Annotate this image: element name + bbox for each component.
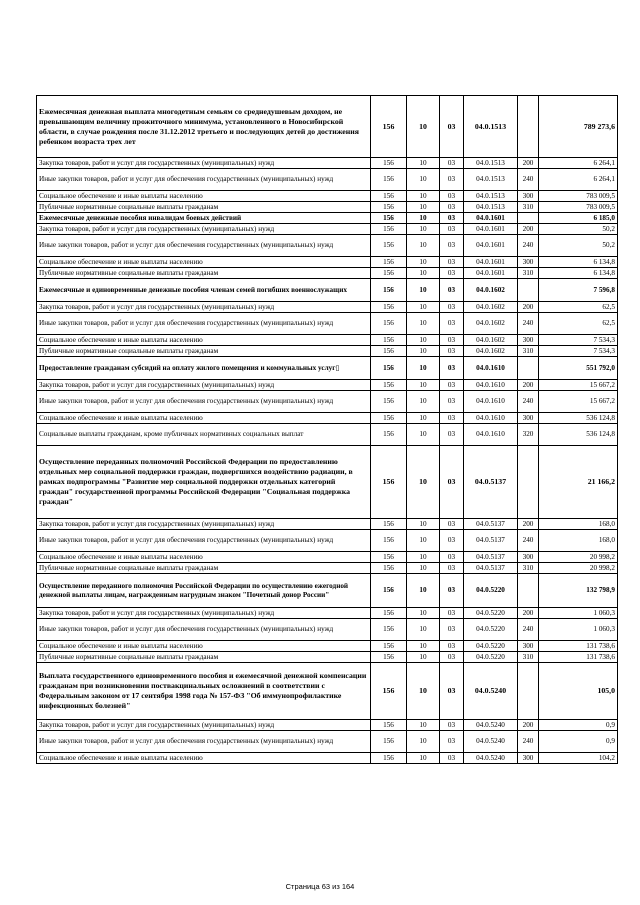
cell-csr: 04.0.1602 <box>464 279 518 302</box>
row-name: Иные закупки товаров, работ и услуг для обеспечения государственных (муниципальных) нужд <box>37 235 371 257</box>
row-name: Осуществление переданного полномочия Российской Федерации по осуществлению ежегодной денежной выплаты лицам, награжденным нагрудным знаком "Почетный донор России" <box>37 574 371 608</box>
row-name: Публичные нормативные социальные выплаты гражданам <box>37 202 371 213</box>
row-name: Ежемесячные денежные пособия инвалидам боевых действий <box>37 213 371 224</box>
cell-subsection: 03 <box>440 279 464 302</box>
cell-amount: 0,9 <box>539 731 618 753</box>
cell-csr: 04.0.1601 <box>464 224 518 235</box>
cell-csr: 04.0.5240 <box>464 753 518 764</box>
cell-vr: 310 <box>518 268 539 279</box>
cell-section: 10 <box>407 213 440 224</box>
cell-grbs: 156 <box>371 169 407 191</box>
cell-subsection: 03 <box>440 608 464 619</box>
cell-amount: 132 798,9 <box>539 574 618 608</box>
cell-subsection: 03 <box>440 235 464 257</box>
cell-section: 10 <box>407 257 440 268</box>
cell-subsection: 03 <box>440 335 464 346</box>
cell-subsection: 03 <box>440 753 464 764</box>
table-row <box>37 313 618 335</box>
table-row <box>37 530 618 552</box>
cell-amount: 62,5 <box>539 313 618 335</box>
cell-vr <box>518 663 539 720</box>
cell-vr: 200 <box>518 158 539 169</box>
cell-amount: 50,2 <box>539 235 618 257</box>
table-body <box>37 96 618 764</box>
cell-vr: 300 <box>518 641 539 652</box>
cell-csr: 04.0.1602 <box>464 335 518 346</box>
cell-subsection: 03 <box>440 519 464 530</box>
row-name: Закупка товаров, работ и услуг для государственных (муниципальных) нужд <box>37 380 371 391</box>
cell-amount: 21 166,2 <box>539 446 618 519</box>
cell-amount: 20 998,2 <box>539 563 618 574</box>
cell-subsection: 03 <box>440 257 464 268</box>
table-row <box>37 552 618 563</box>
cell-csr: 04.0.5240 <box>464 731 518 753</box>
row-name: Закупка товаров, работ и услуг для государственных (муниципальных) нужд <box>37 158 371 169</box>
cell-vr: 310 <box>518 652 539 663</box>
cell-section: 10 <box>407 413 440 424</box>
cell-csr: 04.0.1602 <box>464 302 518 313</box>
cell-vr <box>518 213 539 224</box>
cell-section: 10 <box>407 96 440 158</box>
cell-subsection: 03 <box>440 424 464 446</box>
cell-grbs: 156 <box>371 530 407 552</box>
cell-csr: 04.0.5137 <box>464 446 518 519</box>
cell-csr: 04.0.1513 <box>464 158 518 169</box>
cell-vr: 240 <box>518 235 539 257</box>
cell-csr: 04.0.5220 <box>464 608 518 619</box>
cell-csr: 04.0.1513 <box>464 191 518 202</box>
cell-section: 10 <box>407 552 440 563</box>
cell-vr <box>518 446 539 519</box>
cell-section: 10 <box>407 357 440 380</box>
table-row <box>37 731 618 753</box>
cell-vr: 300 <box>518 753 539 764</box>
table-row <box>37 335 618 346</box>
table-row <box>37 224 618 235</box>
cell-subsection: 03 <box>440 268 464 279</box>
cell-subsection: 03 <box>440 720 464 731</box>
row-name: Иные закупки товаров, работ и услуг для обеспечения государственных (муниципальных) нужд <box>37 619 371 641</box>
cell-amount: 168,0 <box>539 530 618 552</box>
cell-csr: 04.0.1602 <box>464 313 518 335</box>
cell-subsection: 03 <box>440 446 464 519</box>
row-name: Иные закупки товаров, работ и услуг для обеспечения государственных (муниципальных) нужд <box>37 731 371 753</box>
cell-amount: 15 667,2 <box>539 380 618 391</box>
cell-amount: 0,9 <box>539 720 618 731</box>
cell-csr: 04.0.1610 <box>464 380 518 391</box>
table-row <box>37 652 618 663</box>
cell-grbs: 156 <box>371 158 407 169</box>
cell-grbs: 156 <box>371 235 407 257</box>
cell-amount: 6 134,8 <box>539 257 618 268</box>
cell-vr: 300 <box>518 257 539 268</box>
row-name: Иные закупки товаров, работ и услуг для обеспечения государственных (муниципальных) нужд <box>37 391 371 413</box>
cell-amount: 7 534,3 <box>539 346 618 357</box>
cell-subsection: 03 <box>440 96 464 158</box>
table-row <box>37 446 618 519</box>
cell-amount: 6 185,0 <box>539 213 618 224</box>
cell-csr: 04.0.1602 <box>464 346 518 357</box>
cell-grbs: 156 <box>371 424 407 446</box>
cell-section: 10 <box>407 302 440 313</box>
cell-grbs: 156 <box>371 446 407 519</box>
row-name: Социальное обеспечение и иные выплаты населению <box>37 552 371 563</box>
row-name: Иные закупки товаров, работ и услуг для обеспечения государственных (муниципальных) нужд <box>37 313 371 335</box>
table-row <box>37 169 618 191</box>
cell-section: 10 <box>407 720 440 731</box>
table-row <box>37 96 618 158</box>
cell-csr: 04.0.1601 <box>464 268 518 279</box>
cell-vr: 200 <box>518 519 539 530</box>
cell-csr: 04.0.5220 <box>464 619 518 641</box>
cell-csr: 04.0.1610 <box>464 391 518 413</box>
cell-section: 10 <box>407 446 440 519</box>
budget-table <box>36 95 618 764</box>
cell-grbs: 156 <box>371 224 407 235</box>
row-name: Социальное обеспечение и иные выплаты населению <box>37 641 371 652</box>
cell-csr: 04.0.1601 <box>464 235 518 257</box>
cell-csr: 04.0.5220 <box>464 574 518 608</box>
table-row <box>37 619 618 641</box>
cell-grbs: 156 <box>371 268 407 279</box>
table-row <box>37 519 618 530</box>
row-name: Иные закупки товаров, работ и услуг для обеспечения государственных (муниципальных) нужд <box>37 169 371 191</box>
table-row <box>37 413 618 424</box>
cell-amount: 1 060,3 <box>539 608 618 619</box>
cell-section: 10 <box>407 641 440 652</box>
row-name: Осуществление переданных полномочий Российской Федерации по предоставлению отдельных мер социальной поддержки граждан, подвергшихся воздействию радиации, в рамках подпрограммы "Развитие мер социальной поддержки отдельных категорий граждан" государственной программы Российской Федерации "Социальная поддержка граждан" <box>37 446 371 519</box>
cell-grbs: 156 <box>371 413 407 424</box>
row-name: Публичные нормативные социальные выплаты гражданам <box>37 346 371 357</box>
table-row <box>37 279 618 302</box>
cell-grbs: 156 <box>371 753 407 764</box>
cell-grbs: 156 <box>371 519 407 530</box>
cell-grbs: 156 <box>371 191 407 202</box>
row-name: Ежемесячная денежная выплата многодетным семьям со среднедушевым доходом, не превышающим величину прожиточного минимума, установленного в Новосибирской области, в случае рождения после 31.12.2012 третьего и последующих детей до достижения ребенком возраста трех лет <box>37 96 371 158</box>
cell-section: 10 <box>407 424 440 446</box>
cell-section: 10 <box>407 380 440 391</box>
cell-grbs: 156 <box>371 663 407 720</box>
cell-csr: 04.0.1610 <box>464 413 518 424</box>
cell-vr: 200 <box>518 380 539 391</box>
table-row <box>37 357 618 380</box>
cell-amount: 783 009,5 <box>539 202 618 213</box>
cell-amount: 104,2 <box>539 753 618 764</box>
cell-amount: 783 009,5 <box>539 191 618 202</box>
cell-section: 10 <box>407 619 440 641</box>
cell-subsection: 03 <box>440 357 464 380</box>
cell-amount: 15 667,2 <box>539 391 618 413</box>
cell-vr: 200 <box>518 720 539 731</box>
cell-csr: 04.0.1610 <box>464 357 518 380</box>
cell-grbs: 156 <box>371 608 407 619</box>
cell-section: 10 <box>407 224 440 235</box>
cell-amount: 7 596,8 <box>539 279 618 302</box>
cell-vr <box>518 574 539 608</box>
cell-grbs: 156 <box>371 380 407 391</box>
cell-section: 10 <box>407 663 440 720</box>
cell-vr: 200 <box>518 608 539 619</box>
cell-amount: 536 124,8 <box>539 424 618 446</box>
cell-amount: 131 738,6 <box>539 641 618 652</box>
cell-subsection: 03 <box>440 158 464 169</box>
cell-vr: 310 <box>518 563 539 574</box>
table-row <box>37 641 618 652</box>
cell-csr: 04.0.1610 <box>464 424 518 446</box>
cell-grbs: 156 <box>371 574 407 608</box>
cell-grbs: 156 <box>371 563 407 574</box>
cell-vr: 300 <box>518 191 539 202</box>
cell-amount: 131 738,6 <box>539 652 618 663</box>
cell-section: 10 <box>407 202 440 213</box>
cell-vr: 240 <box>518 169 539 191</box>
cell-vr <box>518 279 539 302</box>
cell-amount: 6 264,1 <box>539 158 618 169</box>
cell-csr: 04.0.1513 <box>464 96 518 158</box>
row-name: Выплата государственного единовременного пособия и ежемесячной денежной компенсации гражданам при возникновении поствакцинальных осложнений в соответствии с Федеральным законом от 17 сентября 1998 года № 157-ФЗ "Об иммунопрофилактике инфекционных болезней" <box>37 663 371 720</box>
cell-csr: 04.0.5240 <box>464 720 518 731</box>
cell-amount: 62,5 <box>539 302 618 313</box>
cell-vr: 300 <box>518 552 539 563</box>
row-name: Закупка товаров, работ и услуг для государственных (муниципальных) нужд <box>37 608 371 619</box>
cell-subsection: 03 <box>440 563 464 574</box>
cell-grbs: 156 <box>371 357 407 380</box>
table-row <box>37 391 618 413</box>
cell-grbs: 156 <box>371 302 407 313</box>
cell-csr: 04.0.5220 <box>464 652 518 663</box>
cell-section: 10 <box>407 608 440 619</box>
cell-grbs: 156 <box>371 335 407 346</box>
cell-section: 10 <box>407 268 440 279</box>
cell-subsection: 03 <box>440 413 464 424</box>
cell-vr: 240 <box>518 313 539 335</box>
cell-section: 10 <box>407 335 440 346</box>
cell-vr: 310 <box>518 202 539 213</box>
cell-vr: 300 <box>518 335 539 346</box>
row-name: Социальные выплаты гражданам, кроме публичных нормативных социальных выплат <box>37 424 371 446</box>
cell-section: 10 <box>407 158 440 169</box>
cell-grbs: 156 <box>371 279 407 302</box>
cell-grbs: 156 <box>371 720 407 731</box>
cell-subsection: 03 <box>440 619 464 641</box>
cell-grbs: 156 <box>371 641 407 652</box>
row-name: Социальное обеспечение и иные выплаты населению <box>37 413 371 424</box>
cell-subsection: 03 <box>440 552 464 563</box>
cell-grbs: 156 <box>371 313 407 335</box>
cell-csr: 04.0.5137 <box>464 530 518 552</box>
cell-subsection: 03 <box>440 731 464 753</box>
cell-amount: 536 124,8 <box>539 413 618 424</box>
cell-grbs: 156 <box>371 96 407 158</box>
cell-amount: 105,0 <box>539 663 618 720</box>
table-row <box>37 663 618 720</box>
cell-csr: 04.0.5220 <box>464 641 518 652</box>
cell-csr: 04.0.5137 <box>464 519 518 530</box>
row-name: Закупка товаров, работ и услуг для государственных (муниципальных) нужд <box>37 519 371 530</box>
table-row <box>37 268 618 279</box>
cell-amount: 7 534,3 <box>539 335 618 346</box>
cell-vr: 310 <box>518 346 539 357</box>
cell-csr: 04.0.5137 <box>464 563 518 574</box>
cell-section: 10 <box>407 563 440 574</box>
cell-subsection: 03 <box>440 574 464 608</box>
cell-grbs: 156 <box>371 619 407 641</box>
cell-vr <box>518 96 539 158</box>
table-row <box>37 380 618 391</box>
cell-subsection: 03 <box>440 202 464 213</box>
cell-section: 10 <box>407 346 440 357</box>
row-name: Иные закупки товаров, работ и услуг для обеспечения государственных (муниципальных) нужд <box>37 530 371 552</box>
cell-section: 10 <box>407 313 440 335</box>
cell-amount: 1 060,3 <box>539 619 618 641</box>
row-name: Социальное обеспечение и иные выплаты населению <box>37 191 371 202</box>
cell-amount: 789 273,6 <box>539 96 618 158</box>
row-name: Социальное обеспечение и иные выплаты населению <box>37 257 371 268</box>
cell-grbs: 156 <box>371 731 407 753</box>
cell-amount: 50,2 <box>539 224 618 235</box>
cell-subsection: 03 <box>440 224 464 235</box>
cell-csr: 04.0.5240 <box>464 663 518 720</box>
table-row <box>37 753 618 764</box>
cell-vr: 240 <box>518 530 539 552</box>
table-row <box>37 202 618 213</box>
table-row <box>37 191 618 202</box>
cell-subsection: 03 <box>440 641 464 652</box>
cell-vr <box>518 357 539 380</box>
cell-subsection: 03 <box>440 191 464 202</box>
cell-section: 10 <box>407 574 440 608</box>
cell-subsection: 03 <box>440 391 464 413</box>
cell-amount: 6 134,8 <box>539 268 618 279</box>
cell-section: 10 <box>407 731 440 753</box>
table-row <box>37 720 618 731</box>
cell-grbs: 156 <box>371 213 407 224</box>
row-name: Предоставление гражданам субсидий на оплату жилого помещения и коммунальных услуг▯ <box>37 357 371 380</box>
cell-subsection: 03 <box>440 380 464 391</box>
cell-vr: 320 <box>518 424 539 446</box>
cell-csr: 04.0.5137 <box>464 552 518 563</box>
cell-section: 10 <box>407 530 440 552</box>
cell-subsection: 03 <box>440 530 464 552</box>
row-name: Закупка товаров, работ и услуг для государственных (муниципальных) нужд <box>37 302 371 313</box>
row-name: Социальное обеспечение и иные выплаты населению <box>37 753 371 764</box>
cell-subsection: 03 <box>440 663 464 720</box>
cell-vr: 200 <box>518 302 539 313</box>
table-row <box>37 563 618 574</box>
cell-vr: 240 <box>518 391 539 413</box>
cell-section: 10 <box>407 519 440 530</box>
row-name: Ежемесячные и единовременные денежные пособия членам семей погибших военнослужащих <box>37 279 371 302</box>
cell-amount: 168,0 <box>539 519 618 530</box>
cell-amount: 6 264,1 <box>539 169 618 191</box>
cell-grbs: 156 <box>371 202 407 213</box>
table-row <box>37 574 618 608</box>
row-name: Публичные нормативные социальные выплаты гражданам <box>37 563 371 574</box>
cell-subsection: 03 <box>440 302 464 313</box>
cell-subsection: 03 <box>440 313 464 335</box>
cell-subsection: 03 <box>440 346 464 357</box>
cell-section: 10 <box>407 235 440 257</box>
cell-vr: 300 <box>518 413 539 424</box>
cell-csr: 04.0.1513 <box>464 169 518 191</box>
row-name: Публичные нормативные социальные выплаты гражданам <box>37 268 371 279</box>
table-row <box>37 424 618 446</box>
cell-vr: 240 <box>518 619 539 641</box>
cell-amount: 551 792,0 <box>539 357 618 380</box>
cell-csr: 04.0.1601 <box>464 213 518 224</box>
table-row <box>37 346 618 357</box>
cell-amount: 20 998,2 <box>539 552 618 563</box>
cell-csr: 04.0.1513 <box>464 202 518 213</box>
cell-grbs: 156 <box>371 552 407 563</box>
row-name: Публичные нормативные социальные выплаты гражданам <box>37 652 371 663</box>
cell-section: 10 <box>407 279 440 302</box>
cell-vr: 200 <box>518 224 539 235</box>
cell-section: 10 <box>407 169 440 191</box>
table-row <box>37 235 618 257</box>
cell-section: 10 <box>407 191 440 202</box>
cell-section: 10 <box>407 652 440 663</box>
cell-section: 10 <box>407 753 440 764</box>
cell-subsection: 03 <box>440 169 464 191</box>
table-row <box>37 302 618 313</box>
table-row <box>37 257 618 268</box>
table-row <box>37 213 618 224</box>
page-footer: Страница 63 из 164 <box>285 882 355 891</box>
cell-vr: 240 <box>518 731 539 753</box>
cell-grbs: 156 <box>371 391 407 413</box>
table-row <box>37 608 618 619</box>
cell-grbs: 156 <box>371 257 407 268</box>
cell-grbs: 156 <box>371 652 407 663</box>
row-name: Закупка товаров, работ и услуг для государственных (муниципальных) нужд <box>37 720 371 731</box>
cell-subsection: 03 <box>440 652 464 663</box>
cell-grbs: 156 <box>371 346 407 357</box>
cell-csr: 04.0.1601 <box>464 257 518 268</box>
table-row <box>37 158 618 169</box>
row-name: Социальное обеспечение и иные выплаты населению <box>37 335 371 346</box>
cell-section: 10 <box>407 391 440 413</box>
cell-subsection: 03 <box>440 213 464 224</box>
row-name: Закупка товаров, работ и услуг для государственных (муниципальных) нужд <box>37 224 371 235</box>
